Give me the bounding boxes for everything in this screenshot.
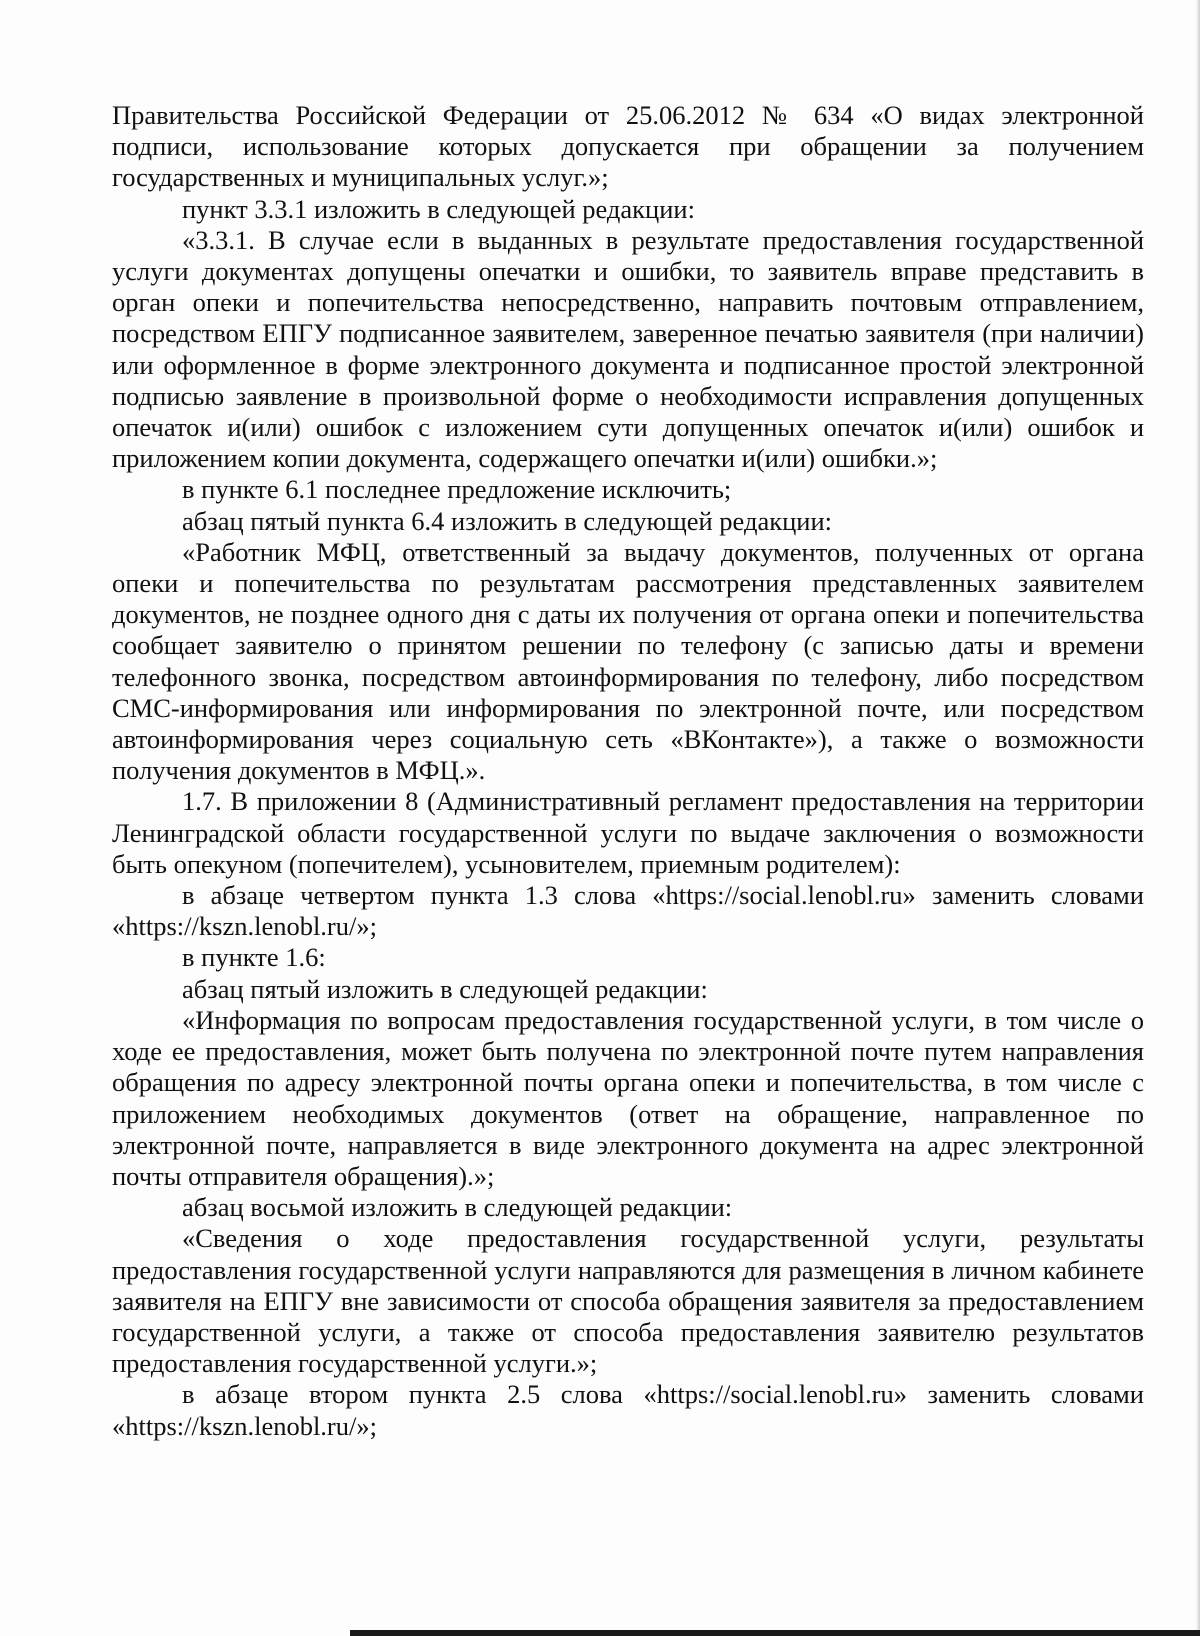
paragraph-4: в пункте 6.1 последнее предложение исключить; bbox=[182, 474, 732, 505]
scan-bottom-edge bbox=[350, 1630, 1200, 1636]
paragraph-6: «Работник МФЦ, ответственный за выдачу документов, полученных от органа опеки и попечительства по результатам рассмотрения представленных заявителем документов, не позднее одного дня с даты их получения от органа опеки и попечительства сообщает заявителю о принятом решении по телефону (с записью даты и времени телефонного звонка, посредством автоинформирования по телефону, либо посредством СМС-информирования или информирования по электронной почте, или посредством автоинформирования через социальную сеть «ВКонтакте»), а также о возможности получения документов в МФЦ.». bbox=[112, 536, 1144, 786]
paragraph-14: в абзаце втором пункта 2.5 слова «https://social.lenobl.ru» заменить словами «https://kszn.lenobl.ru/»; bbox=[112, 1379, 1144, 1441]
paragraph-8: в абзаце четвертом пункта 1.3 слова «https://social.lenobl.ru» заменить словами «https://kszn.lenobl.ru/»; bbox=[112, 880, 1144, 942]
document-body bbox=[112, 100, 1144, 1442]
paragraph-3: «3.3.1. В случае если в выданных в результате предоставления государственной услуги документах допущены опечатки и ошибки, то заявитель вправе представить в орган опеки и попечительства непосредственно, направить почтовым отправлением, посредством ЕПГУ подписанное заявителем, заверенное печатью заявителя (при наличии) или оформленное в форме электронного документа и подписанное простой электронной подписью заявление в произвольной форме о необходимости исправления допущенных опечаток и(или) ошибок с изложением сути допущенных опечаток и(или) ошибок и приложением копии документа, содержащего опечатки и(или) ошибки.»; bbox=[112, 224, 1144, 474]
paragraph-7: 1.7. В приложении 8 (Административный регламент предоставления на территории Ленинградской области государственной услуги по выдаче заключения о возможности быть опекуном (попечителем), усыновителем, приемным родителем): bbox=[112, 786, 1144, 879]
paragraph-5: абзац пятый пункта 6.4 изложить в следующей редакции: bbox=[182, 505, 833, 536]
paragraph-12: абзац восьмой изложить в следующей редакции: bbox=[182, 1192, 733, 1223]
scan-edge-shadow bbox=[1196, 0, 1200, 1636]
paragraph-11: «Информация по вопросам предоставления государственной услуги, в том числе о ходе ее предоставления, может быть получена по электронной почте путем направления обращения по адресу электронной почты органа опеки и попечительства, в том числе с приложением необходимых документов (ответ на обращение, направленное по электронной почте, направляется в виде электронного документа на адрес электронной почты отправителя обращения).»; bbox=[112, 1004, 1144, 1191]
paragraph-9: в пункте 1.6: bbox=[182, 942, 326, 973]
paragraph-2: пункт 3.3.1 изложить в следующей редакции: bbox=[182, 193, 695, 224]
paragraph-13: «Сведения о ходе предоставления государственной услуги, результаты предоставления государственной услуги направляются для размещения в личном кабинете заявителя на ЕПГУ вне зависимости от способа обращения заявителя за предоставлением государственной услуги, а также от способа предоставления заявителю результатов предоставления государственной услуги.»; bbox=[112, 1223, 1144, 1379]
paragraph-10: абзац пятый изложить в следующей редакции: bbox=[182, 973, 708, 1004]
paragraph-1: Правительства Российской Федерации от 25.06.2012 № 634 «О видах электронной подписи, использование которых допускается при обращении за получением государственных и муниципальных услуг.»; bbox=[112, 100, 1144, 193]
